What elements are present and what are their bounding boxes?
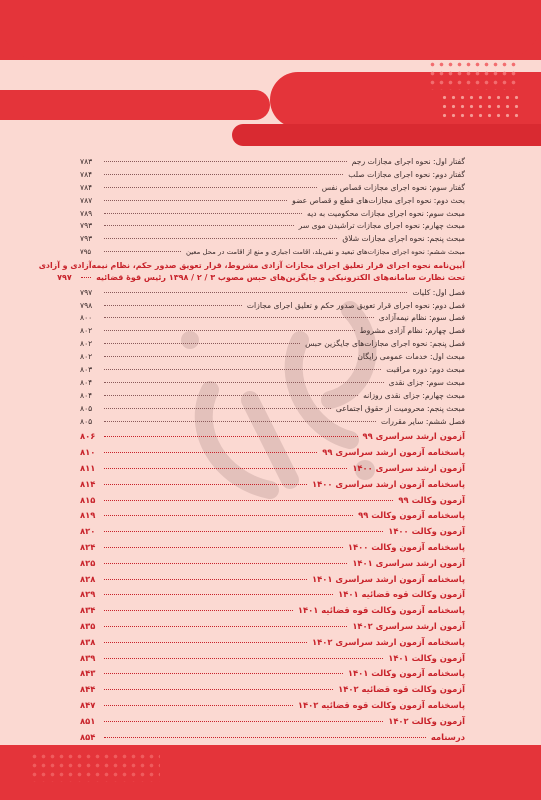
leader-dots (104, 579, 307, 580)
toc-entry-page: ۷۹۵ (80, 248, 92, 257)
leader-dots (104, 610, 293, 611)
decorative-dot-grid-light (440, 93, 520, 121)
toc-entry-title: آزمون وکالت ۹۹ (398, 494, 465, 505)
toc-entry[interactable] (80, 312, 465, 325)
toc-entry[interactable] (80, 246, 465, 259)
toc-entry[interactable] (80, 416, 465, 429)
leader-dots (104, 500, 393, 501)
toc-entry-title: پاسخنامه آزمون وکالت قوه قضائیه ۱۴۰۱ (297, 605, 465, 616)
toc-entry-page: ۸۲۵ (80, 557, 96, 568)
toc-exam-entry[interactable] (80, 524, 465, 540)
toc-entry-title: آزمون ارشد سراسری ۹۹ (362, 431, 465, 442)
toc-entry-page: ۸۵۴ (80, 731, 96, 742)
leader-dots (104, 531, 383, 532)
toc-entry-title: فصل ششم: سایر مقررات (381, 416, 465, 426)
toc-entry-title: فصل چهارم: نظام آزادی مشروط (359, 326, 465, 336)
toc-exam-entry[interactable] (80, 540, 465, 556)
decorative-dot-grid-bottom (30, 752, 160, 782)
leader-dots (104, 408, 331, 409)
toc-entry-page: ۸۳۹ (80, 652, 96, 663)
toc-entry-title: آزمون ارشد سراسری ۱۴۰۰ (352, 463, 465, 474)
toc-entry-title: آزمون وکالت قوه قضائیه ۱۴۰۲ (338, 684, 465, 695)
leader-dots (104, 594, 333, 595)
leader-dots (104, 174, 343, 175)
toc-entry[interactable] (80, 364, 465, 377)
toc-entry-title: پاسخنامه آزمون ارشد سراسری ۱۴۰۲ (312, 636, 465, 647)
toc-entry-title: مبحث سوم: جزای نقدی (388, 377, 465, 387)
toc-entry-page: ۸۰۶ (80, 431, 96, 442)
toc-exams (80, 429, 465, 745)
toc-entry-page: ۷۸۳ (80, 157, 93, 166)
top-red-curve (0, 20, 541, 60)
toc-entry-page: ۸۱۹ (80, 510, 96, 521)
leader-dots (104, 689, 333, 690)
leader-dots (104, 626, 347, 627)
leader-dots (104, 421, 376, 422)
toc-section-a (80, 156, 465, 259)
toc-entry-page: ۷۹۳ (80, 234, 93, 244)
toc-entry-title: آزمون وکالت ۱۴۰۰ (388, 526, 465, 537)
toc-entry-page: ۷۸۴ (80, 182, 93, 192)
toc-entry-page: ۸۱۱ (80, 463, 96, 474)
toc-exam-entry[interactable] (80, 603, 465, 619)
leader-dots (104, 356, 352, 357)
toc-entry[interactable] (80, 351, 465, 364)
toc-exam-entry[interactable] (80, 572, 465, 588)
leader-dots (104, 468, 347, 469)
toc-entry[interactable] (80, 208, 465, 221)
leader-dots (104, 343, 300, 344)
toc-entry-title: مبحث سوم: نحوه اجرای مجازات محکومیت به دیه (307, 208, 465, 218)
toc-exam-entry[interactable] (80, 477, 465, 493)
toc-entry[interactable] (80, 182, 465, 195)
toc-entry-page: ۷۸۹ (80, 208, 93, 218)
leader-dots (104, 161, 347, 162)
leader-dots (104, 484, 307, 485)
toc-entry[interactable] (80, 220, 465, 233)
toc-exam-entry[interactable] (80, 682, 465, 698)
toc-exam-entry[interactable] (80, 461, 465, 477)
toc-exam-entry[interactable] (80, 493, 465, 509)
toc-entry-title: فصل اول: کلیات (412, 287, 465, 297)
leader-dots (104, 382, 384, 383)
toc-entry-page: ۸۰۵ (80, 403, 93, 413)
leader-dots (104, 200, 287, 201)
toc-entry-title: پاسخنامه آزمون وکالت ۱۴۰۱ (347, 668, 465, 679)
toc-entry-title: آزمون وکالت قوه قضائیه ۱۴۰۱ (338, 589, 465, 600)
toc-entry-page: ۸۳۴ (80, 605, 96, 616)
toc-entry-title: فصل سوم: نظام نیمه‌آزادی (378, 313, 465, 323)
leader-dots (104, 251, 181, 252)
toc-entry-page: ۸۴۴ (80, 684, 96, 695)
toc-exam-entry[interactable] (80, 508, 465, 524)
leader-dots (104, 737, 426, 738)
leader-dots (104, 187, 317, 188)
toc-exam-entry[interactable] (80, 730, 465, 746)
toc-entry-title: پاسخنامه آزمون ارشد سراسری ۹۹ (322, 447, 465, 458)
toc-entry-title: پاسخنامه آزمون ارشد سراسری ۱۴۰۰ (312, 478, 465, 489)
toc-entry-page: ۸۱۵ (80, 494, 96, 505)
leader-dots (104, 563, 347, 564)
toc-entry-page: ۷۹۳ (80, 221, 93, 231)
toc-entry[interactable] (80, 377, 465, 390)
table-of-contents (38, 156, 465, 745)
leader-dots (104, 305, 242, 306)
toc-entry-page: ۸۳۸ (80, 636, 96, 647)
toc-entry-title: مبحث چهارم: جزای نقدی روزانه (363, 390, 465, 400)
toc-entry[interactable] (80, 403, 465, 416)
toc-entry-title: گفتار سوم: نحوه اجرای مجازات قصاص نفس (321, 182, 465, 192)
leader-dots (104, 452, 317, 453)
toc-entry-title: مبحث دوم: دوره مراقبت (386, 364, 465, 374)
toc-entry-page: ۷۸۴ (80, 169, 93, 179)
toc-exam-entry[interactable] (80, 698, 465, 714)
toc-exam-entry[interactable] (80, 587, 465, 603)
toc-entry[interactable] (80, 195, 465, 208)
toc-entry[interactable] (80, 325, 465, 338)
toc-entry-page: ۸۵۱ (80, 715, 96, 726)
leader-dots (104, 292, 407, 293)
leader-dots (104, 515, 353, 516)
toc-entry-page: ۸۰۴ (80, 377, 93, 387)
toc-entry-page: ۷۹۷ (80, 287, 93, 297)
toc-entry-title: آزمون وکالت ۱۴۰۱ (388, 652, 465, 663)
leader-dots (104, 213, 302, 214)
toc-highlight-line2 (57, 272, 465, 285)
leader-dots (104, 721, 383, 722)
toc-entry-title: گفتار اول: نحوه اجرای مجازات رجم (351, 157, 465, 166)
toc-exam-entry[interactable] (80, 714, 465, 730)
toc-entry-title: پاسخنامه آزمون وکالت ۱۴۰۰ (347, 542, 465, 552)
toc-entry[interactable] (80, 300, 465, 313)
toc-entry-page: ۷۹۸ (80, 300, 93, 310)
toc-entry[interactable] (80, 390, 465, 403)
toc-entry-page: ۸۲۸ (80, 573, 96, 584)
toc-entry-title: مبحث پنجم: نحوه اجرای مجازات شلاق (342, 234, 465, 244)
toc-entry-page: ۸۱۰ (80, 447, 96, 458)
leader-dots (104, 317, 374, 318)
toc-entry-title: گفتار دوم: نحوه اجرای مجازات صلب (348, 169, 465, 179)
toc-entry-page: ۸۰۲ (80, 326, 93, 336)
toc-exam-entry[interactable] (80, 651, 465, 667)
toc-entry-title: مبحث اول: خدمات عمومی رایگان (357, 352, 465, 362)
toc-entry-title: مبحث پنجم: محرومیت از حقوق اجتماعی (335, 403, 465, 413)
leader-dots (104, 673, 343, 674)
toc-entry-title: پاسخنامه آزمون ارشد سراسری ۱۴۰۱ (312, 573, 465, 584)
leader-dots (104, 238, 337, 239)
toc-exam-entry[interactable] (80, 635, 465, 651)
toc-entry-title: مبحث چهارم: نحوه اجرای مجازات تراشیدن موی سر (298, 221, 465, 231)
leader-dots (104, 395, 358, 396)
toc-entry-page: ۸۰۲ (80, 339, 93, 349)
toc-highlight-entry[interactable] (38, 259, 465, 285)
toc-entry-page: ۸۰۳ (80, 364, 93, 374)
decorative-pill-left (0, 90, 270, 120)
toc-highlight-page: ۷۹۷ (57, 273, 72, 283)
toc-entry-page: ۸۳۵ (80, 620, 96, 631)
toc-entry-title: بحث دوم: نحوه اجرای مجازات‌های قطع و قصاص عضو (292, 195, 465, 205)
toc-section-b (80, 287, 465, 429)
toc-highlight-title-line1: آیین‌نامه نحوه اجرای قرار تعلیق اجرای مجازات آزادی مشروط، قرار تعویق صدور حکم، نظام نیمه‌آزادی و آزادی (38, 261, 465, 271)
toc-entry-title: پاسخنامه آزمون وکالت قوه قضائیه ۱۴۰۲ (297, 699, 465, 710)
toc-entry[interactable] (80, 338, 465, 351)
toc-entry-page: ۸۴۳ (80, 668, 96, 679)
toc-entry[interactable] (80, 169, 465, 182)
toc-entry-page: ۷۸۷ (80, 195, 93, 205)
toc-entry-page: ۸۲۹ (80, 589, 96, 600)
toc-exam-entry[interactable] (80, 556, 465, 572)
toc-entry-page: ۸۰۴ (80, 390, 93, 400)
toc-entry-title: فصل دوم: نحوه اجرای قرار تعویق صدور حکم و تعلیق اجرای مجازات (246, 300, 465, 310)
leader-dots (104, 705, 293, 706)
toc-entry-title: مبحث ششم: نحوه اجرای مجازات‌های تبعید و نفی‌بلد، اقامت اجباری و منع از اقامت در محل معین (185, 248, 465, 257)
toc-entry[interactable] (80, 287, 465, 300)
toc-exam-entry[interactable] (80, 429, 465, 445)
leader-dots (104, 436, 358, 437)
toc-entry-title: فصل پنجم: نحوه اجرای مجازات‌های جایگزین حبس (305, 339, 465, 349)
leader-dots (104, 225, 294, 226)
toc-exam-entry[interactable] (80, 445, 465, 461)
decorative-dot-grid (428, 60, 518, 90)
leader-dots (81, 277, 91, 278)
toc-entry-page: ۸۰۰ (80, 313, 93, 323)
toc-entry-page: ۸۰۲ (80, 352, 93, 362)
toc-entry-page: ۸۲۰ (80, 526, 96, 537)
toc-entry-page: ۸۰۵ (80, 416, 93, 426)
toc-entry[interactable] (80, 156, 465, 169)
toc-entry-title: پاسخنامه آزمون وکالت ۹۹ (358, 510, 465, 521)
leader-dots (104, 642, 307, 643)
toc-exam-entry[interactable] (80, 666, 465, 682)
toc-entry-page: ۸۲۴ (80, 542, 96, 552)
toc-entry-title: آزمون ارشد سراسری ۱۴۰۱ (352, 557, 465, 568)
toc-entry-page: ۸۱۴ (80, 478, 96, 489)
toc-entry-title: آزمون ارشد سراسری ۱۴۰۲ (352, 620, 465, 631)
leader-dots (104, 547, 343, 548)
toc-exam-entry[interactable] (80, 619, 465, 635)
toc-entry-title: آزمون وکالت ۱۴۰۲ (388, 715, 465, 726)
toc-highlight-title-line2: تحت نظارت سامانه‌های الکترونیکی و جایگزین‌های حبس مصوب ۳ / ۲ / ۱۳۹۸ رئیس قوۀ قضائیه (96, 273, 465, 283)
toc-entry-page: ۸۴۷ (80, 699, 96, 710)
toc-entry-title: درسنامه (430, 731, 465, 742)
leader-dots (104, 658, 383, 659)
decorative-pill-right-lower (232, 124, 541, 146)
leader-dots (104, 330, 355, 331)
leader-dots (104, 369, 381, 370)
toc-entry[interactable] (80, 233, 465, 246)
